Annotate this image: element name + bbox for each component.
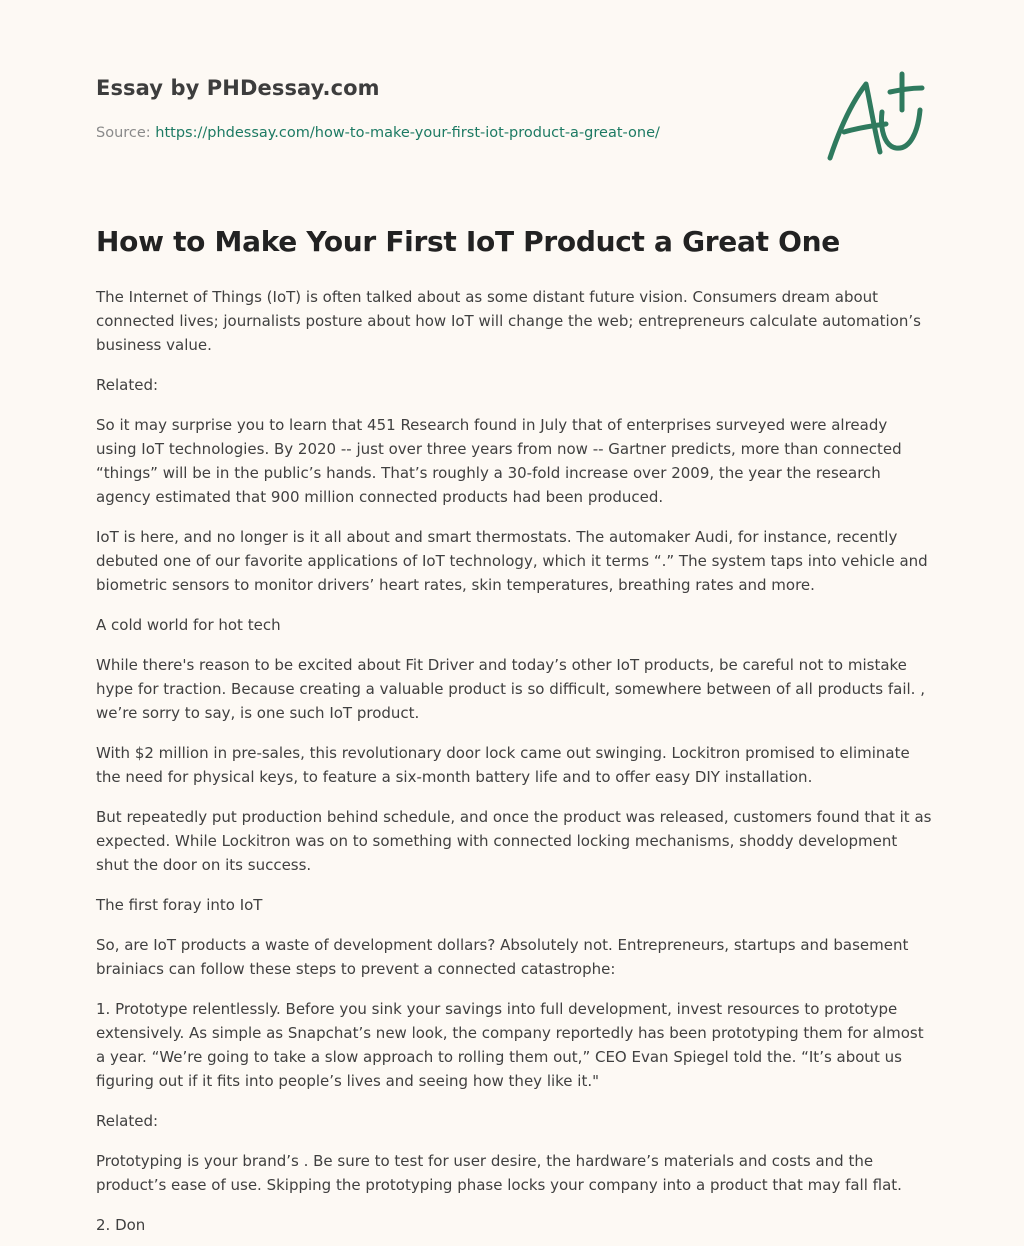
- paragraph: Related:: [96, 1112, 159, 1130]
- paragraph: 1. Prototype relentlessly. Before you sink your savings into full development, invest resources to prototype extensively. As simple as Snapchat’s new look, the company reportedly has been prototyping them for almost a year. “We’re going to take a slow approach to rolling them out,” CEO Evan Spiegel told the. “It’s about us figuring out if it fits into people’s lives and seeing how they like it.": [96, 1000, 924, 1090]
- paragraph: IoT is here, and no longer is it all about and smart thermostats. The automaker Audi, for instance, recently debuted one of our favorite applications of IoT technology, which it terms “.” The system taps into vehicle and biometric sensors to monitor drivers’ heart rates, skin temperatures, breathing rates and more.: [96, 528, 928, 594]
- paragraph: 2. Don: [96, 1216, 146, 1234]
- section-heading: The first foray into IoT: [96, 896, 263, 914]
- paragraph: Related:: [96, 376, 159, 394]
- paragraph: The Internet of Things (IoT) is often talked about as some distant future vision. Consumers dream about connected lives; journalists posture about how IoT will change the web; entrepreneurs calculate automation’s business value.: [96, 288, 921, 354]
- paragraph: So, are IoT products a waste of development dollars? Absolutely not. Entrepreneurs, startups and basement brainiacs can follow these steps to prevent a connected catastrophe:: [96, 936, 909, 978]
- paragraph: While there's reason to be excited about Fit Driver and today’s other IoT products, be careful not to mistake hype for traction. Because creating a valuable product is so difficult, somewhere between of all products fail. , we’re sorry to say, is one such IoT product.: [96, 656, 925, 722]
- site-brand: Essay by PHDessay.com: [96, 76, 380, 100]
- source-link[interactable]: https://phdessay.com/how-to-make-your-first-iot-product-a-great-one/: [155, 125, 660, 141]
- section-heading: A cold world for hot tech: [96, 616, 281, 634]
- source-label: Source:: [96, 125, 156, 141]
- paragraph: Prototyping is your brand’s . Be sure to test for user desire, the hardware’s materials and costs and the product’s ease of use. Skipping the prototyping phase locks your company into a product that may fall flat.: [96, 1152, 902, 1194]
- paragraph: With $2 million in pre-sales, this revolutionary door lock came out swinging. Lockitron promised to eliminate the need for physical keys, to feature a six-month battery life and to offer easy DIY installation.: [96, 744, 910, 786]
- paragraph: So it may surprise you to learn that 451 Research found in July that of enterprises surveyed were already using IoT technologies. By 2020 -- just over three years from now -- Gartner predicts, more than connected “things” will be in the public’s hands. That’s roughly a 30-fold increase over 2009, the year the research agency estimated that 900 million connected products had been produced.: [96, 416, 902, 506]
- source-line: [96, 125, 660, 141]
- a-plus-logo-icon: [820, 66, 930, 166]
- article-title: How to Make Your First IoT Product a Great One: [96, 225, 840, 258]
- article-body: [96, 285, 932, 1246]
- paragraph: But repeatedly put production behind schedule, and once the product was released, customers found that it as expected. While Lockitron was on to something with connected locking mechanisms, shoddy development shut the door on its success.: [96, 808, 932, 874]
